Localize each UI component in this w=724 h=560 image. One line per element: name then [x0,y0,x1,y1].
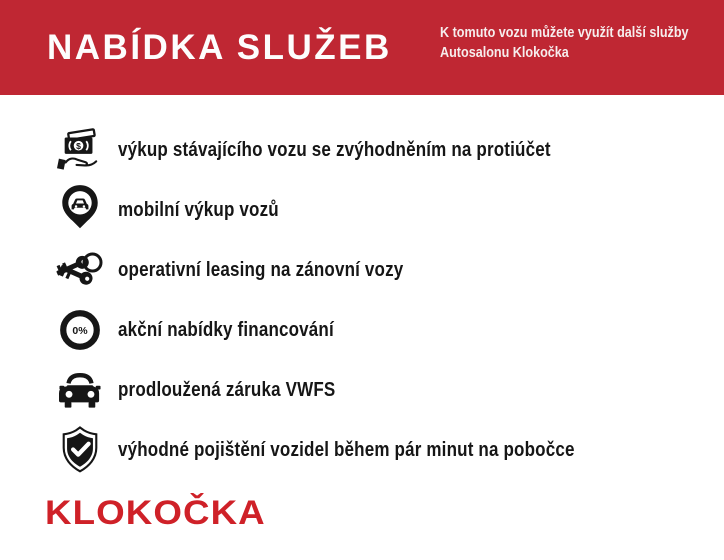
service-label: mobilní výkup vozů [118,198,279,221]
list-item [0,120,724,180]
header-subtitle [440,23,717,63]
service-label: výkup stávajícího vozu se zvýhodněním na protiúčet [118,138,551,161]
service-label: výhodné pojištění vozidel během pár minut na pobočce [118,438,575,461]
header-subtitle-line1: K tomuto vozu můžete využít další služby [440,24,689,41]
service-label: akční nabídky financování [118,318,334,341]
header-subtitle-line2: Autosalonu Klokočka [440,44,569,61]
list-item [0,300,724,360]
svg-text:$: $ [76,140,81,151]
list-item [0,240,724,300]
shield-check-icon [54,421,106,479]
klokocka-logo: KLOKOČKA [45,494,266,532]
header-banner [0,0,724,95]
page-title: NABÍDKA SLUŽEB [47,28,392,67]
list-item [0,180,724,240]
services-list [0,120,724,480]
svg-text:0%: 0% [72,324,88,337]
map-pin-car-icon [54,181,106,239]
cash-in-hand-icon [54,121,106,179]
list-item [0,420,724,480]
service-label: operativní leasing na zánovní vozy [118,258,404,281]
car-keys-icon [54,241,106,299]
service-label: prodloužená záruka VWFS [118,378,336,401]
car-front-icon [54,361,106,419]
list-item [0,360,724,420]
zero-percent-icon [54,301,106,359]
